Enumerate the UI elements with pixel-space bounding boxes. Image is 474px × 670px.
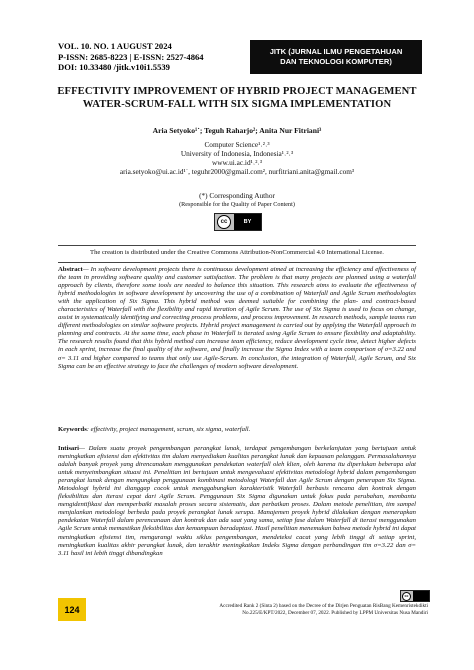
affiliation-dept: Computer Science¹˒²˒³ [204,140,270,149]
corresponding-author-note [40,191,434,209]
footer-line1: Accredited Rank 2 (Sinta 2) based on the Decree of the Dirjen Penguatan RisBang Kemenristekdikti [219,603,428,609]
page-number: 124 [58,598,86,621]
abstract-label: Abstract [58,266,83,273]
journal-header-info [58,41,204,73]
divider-bottom [58,262,416,263]
intisari [58,445,416,558]
paper-title [40,86,434,111]
issn-line: P-ISSN: 2685-8223 | E-ISSN: 2527-4864 [58,51,204,62]
paper-title-line1: EFFECTIVITY IMPROVEMENT OF HYBRID PROJECT MANAGEMENT [57,86,417,97]
cc-license-badge[interactable] [214,213,262,231]
by-icon: BY [234,214,261,230]
journal-name-line1: JITK (JURNAL ILMU PENGETAHUAN [269,47,403,56]
footer-by-icon [413,591,429,601]
footer-cc-icon: cc [402,592,411,601]
keywords [58,426,416,434]
footer-line2: No.225/E/KPT/2022, December 07, 2022. Published by LPPM Universitas Nusa Mandiri [242,609,428,616]
intisari-label: Intisari [58,445,80,452]
abstract-text: — In software development projects there is continuous development aimed at increasing the efficiency and effectiveness of the team in providing software quality and customer satisfaction. The problem is that many projects are planned using a waterfall approach by clients, therefore some tools are needed to balance this situation. This research aims to evaluate the effectiveness of hybrid methodologies in software development by uncovering the use of a combination of Waterfall and Agile Scrum methodologies with the application of Six Sigma. This hybrid method was deemed suitable for combining the plan- and contract-based characteristics of Waterfall with the flexibility and rapid iteration of Agile Scrum. The use of Six Sigma is used to focus on change, assist in systematically identifying and correcting process problems, and process improvement. In research methods, sample teams run different methodologies on similar software projects. Hybrid project management is carried out by applying the Waterfall approach in planning and contracts. At the same time, each phase in Waterfall is iterated using Agile Scrum to ensure flexibility and adaptability. The research results found that this hybrid method can increase team efficiency, reduce development cycle time, detect higher defects in each sprint, increase the final quality of the software, and finally increase the Sigma Index with a team comparison of σ=3.22 and σ= 3.11 and higher compared to teams that only use Agile-Scrum. In conclusion, the integration of Waterfall, Agile Scrum, and Six Sigma can be an effective strategy to face the challenges of modern software development. [58,266,416,370]
affiliation [40,140,434,176]
affiliation-univ: University of Indonesia, Indonesia¹˒²˒³ [180,149,294,158]
journal-name-box [250,40,422,74]
cc-icon: cc [217,215,231,229]
affiliation-web: www.ui.ac.id¹˒²˒³ [211,158,263,167]
intisari-text: — Dalam suatu proyek pengembangan perangkat lunak, terdapat pengembangan berkelanjutan yang bertujuan untuk meningkatkan efisiensi dan efektivitas tim dalam menyediakan kualitas perangkat lunak dan kepuasan pelanggan. Permasalahannya adalah banyak proyek yang direncanakan menggunakan pendekatan waterfall oleh klien, oleh karena itu diperlukan beberapa alat untuk menyeimbangkan situasi ini. Penelitian ini bertujuan untuk mengevaluasi efektivitas metodologi hybrid dalam pengembangan perangkat lunak dengan mengungkap penggunaan kombinasi metodologi Waterfall dan Agile Scrum dengan penerapan Six Sigma. Metodologi hybrid ini dianggap cocok untuk menggabungkan karakteristik Waterfall berbasis rencana dan kontrak dengan fleksibilitas dan iterasi cepat dari Agile Scrum. Penggunaan Six Sigma digunakan untuk fokus pada perubahan, membantu mengidentifikasi dan memperbaiki masalah proses secara sistematis, dan perbaikan proses. Dalam metode penelitian, tim sampel menjalankan metodologi berbeda pada proyek perangkat lunak serupa. Manajemen proyek hybrid dilakukan dengan menerapkan pendekatan Waterfall dalam perencanaan dan kontrak dan ada saat yang sama, setiap fase dalam Waterfall di iterasi menggunakan Agile Scrum untuk memastikan fleksibilitas dan kemampuan beradaptasi. Hasil penelitian menemukan bahwa metode hybrid ini dapat meningkatkan efisiensi tim, mengurangi waktu siklus pengembangan, mendeteksi cacat yang lebih tinggi di setiap sprint, meningkatkan kualitas akhir perangkat lunak, dan terakhir meningkatkan Indeks Sigma dengan perbandingan tim σ=3.22 dan σ= 3.11 hasil ini lebih tinggi dibandingkan [58,445,416,557]
footer-cc-badge[interactable] [400,590,430,602]
divider-top [58,245,416,246]
keywords-text: : effectivity, project management, scrum, six sigma, waterfall. [86,426,251,433]
footer-accreditation [140,603,428,617]
paper-title-line2: WATER-SCRUM-FALL WITH SIX SIGMA IMPLEMENTATION [82,98,392,110]
affiliation-emails: aria.setyoko@ui.ac.id¹˙, teguhr2000@gmail.com², nurfitriani.anita@gmail.com³ [119,167,355,176]
doi-line: DOI: 10.33480 /jitk.v10i1.5539 [58,62,170,72]
corresponding-label: (*) Corresponding Author [199,191,275,200]
license-statement: The creation is distributed under the Creative Commons Attribution-NonCommercial 4.0 International License. [90,249,384,256]
volume-line: VOL. 10. NO. 1 AUGUST 2024 [58,41,172,51]
abstract [58,266,416,371]
author-list: Aria Setyoko¹˙; Teguh Raharjo²; Anita Nur Fitriani³ [152,126,322,135]
keywords-label: Keywords [58,426,87,433]
journal-name-line2: DAN TEKNOLOGI KOMPUTER) [280,57,392,66]
corresponding-responsibility: (Responsible for the Quality of Paper Content) [179,201,295,208]
